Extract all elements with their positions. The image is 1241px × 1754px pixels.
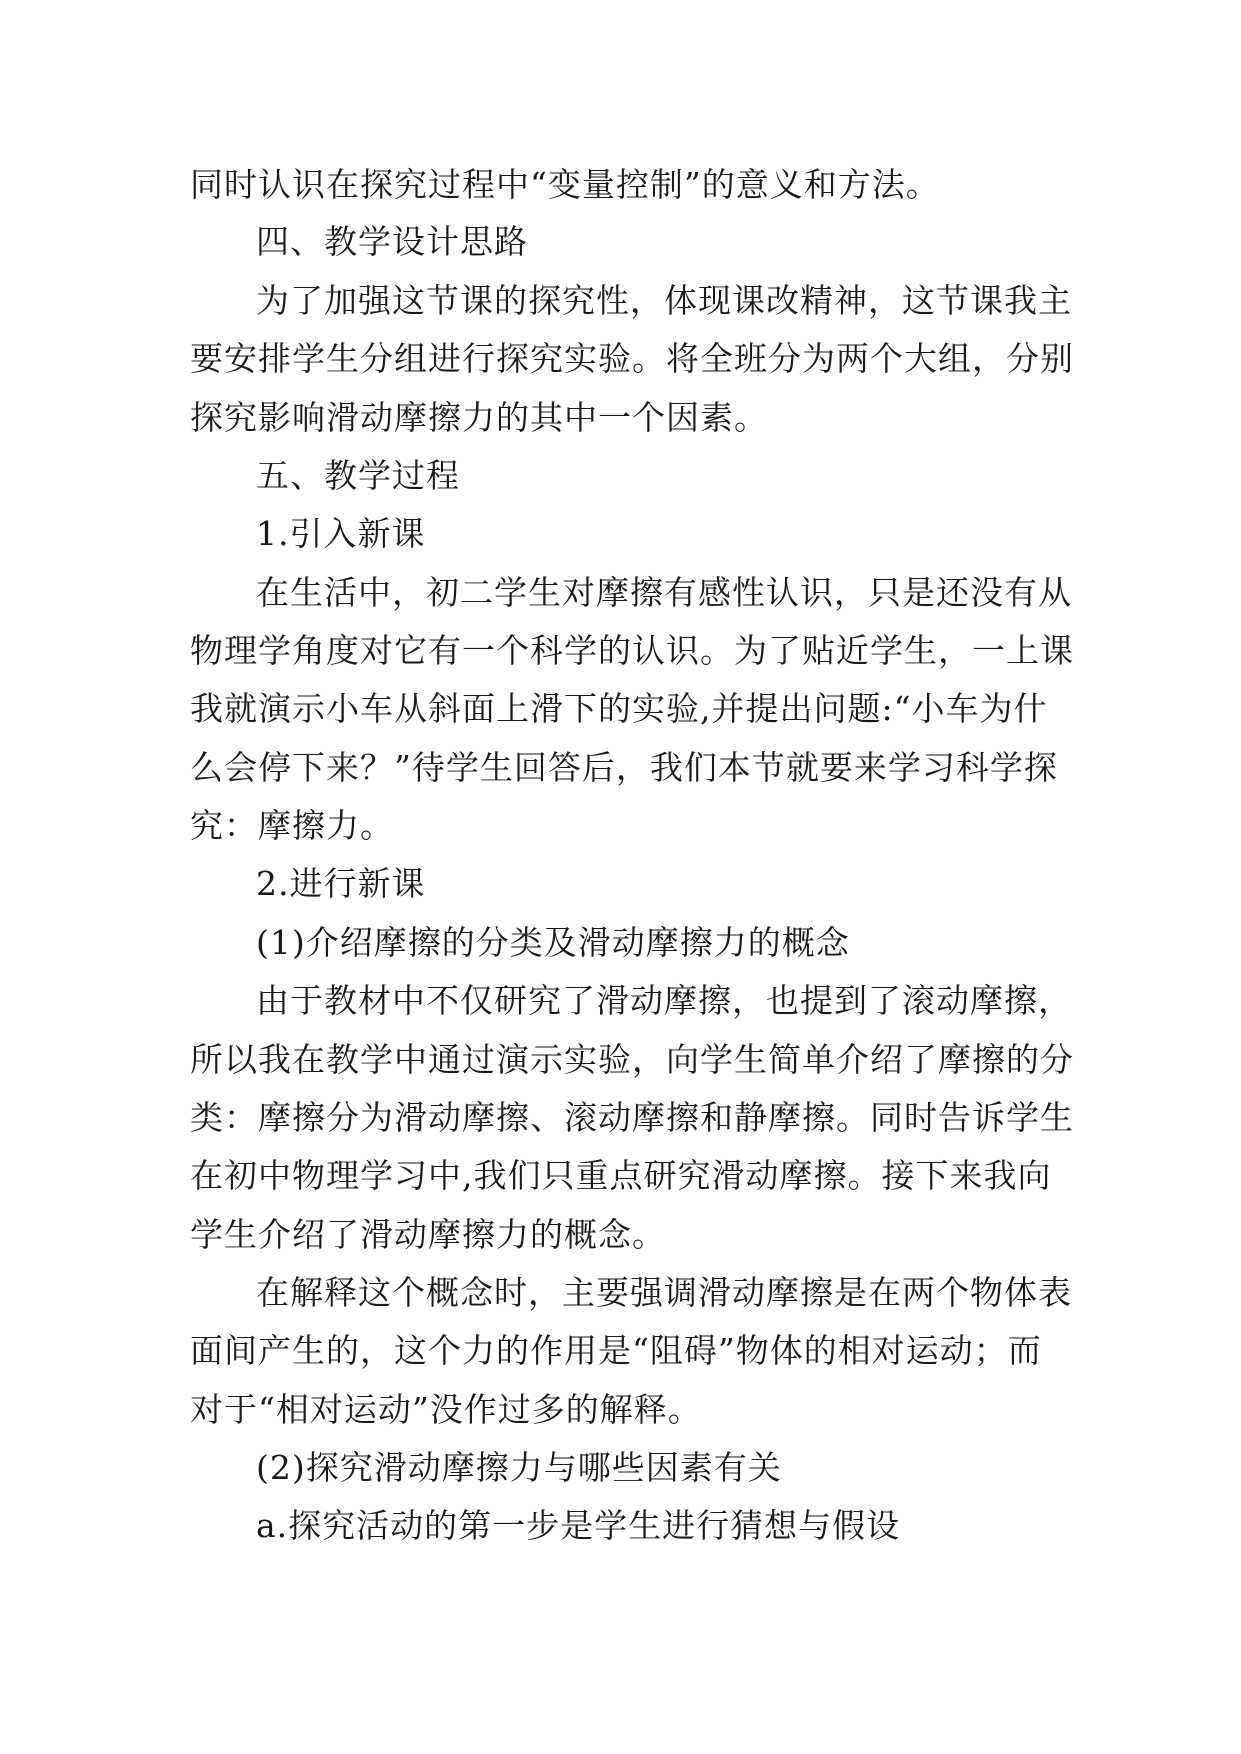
paragraph-line: 由于教材中不仅研究了滑动摩擦，也提到了滚动摩擦， bbox=[256, 981, 1072, 1020]
paragraph-line: 要安排学生分组进行探究实验。将全班分为两个大组，分别 bbox=[190, 339, 1074, 378]
paragraph-line: 物理学角度对它有一个科学的认识。为了贴近学生，一上课 bbox=[190, 631, 1074, 670]
paragraph-line: 所以我在教学中通过演示实验，向学生简单介绍了摩擦的分 bbox=[190, 1040, 1074, 1079]
paragraph-line: 探究影响滑动摩擦力的其中一个因素。 bbox=[190, 398, 768, 437]
paragraph-line: 在生活中，初二学生对摩擦有感性认识，只是还没有从 bbox=[256, 573, 1072, 612]
section-heading: 四、教学设计思路 bbox=[256, 222, 528, 261]
paragraph-line: 类：摩擦分为滑动摩擦、滚动摩擦和静摩擦。同时告诉学生 bbox=[190, 1098, 1074, 1137]
paragraph-line: 同时认识在探究过程中“变量控制”的意义和方法。 bbox=[190, 165, 940, 204]
paragraph-line: 么会停下来？”待学生回答后，我们本节就要来学习科学探 bbox=[190, 748, 1058, 787]
paragraph-line: 面间产生的，这个力的作用是“阻碍”物体的相对运动；而 bbox=[190, 1331, 1042, 1370]
paragraph-line: 学生介绍了滑动摩擦力的概念。 bbox=[190, 1215, 666, 1254]
paragraph-line: 我就演示小车从斜面上滑下的实验,并提出问题:“小车为什 bbox=[190, 689, 1048, 728]
item-heading: (1)介绍摩擦的分类及滑动摩擦力的概念 bbox=[256, 923, 850, 962]
subsection-heading: 1.引入新课 bbox=[256, 514, 426, 553]
subsection-heading: 2.进行新课 bbox=[256, 864, 426, 903]
section-heading: 五、教学过程 bbox=[256, 456, 460, 495]
item-heading: a.探究活动的第一步是学生进行猜想与假设 bbox=[256, 1506, 901, 1545]
item-heading: (2)探究滑动摩擦力与哪些因素有关 bbox=[256, 1448, 782, 1487]
paragraph-line: 究：摩擦力。 bbox=[190, 806, 394, 845]
paragraph-line: 在初中物理学习中,我们只重点研究滑动摩擦。接下来我向 bbox=[190, 1156, 1052, 1195]
paragraph-line: 在解释这个概念时，主要强调滑动摩擦是在两个物体表 bbox=[256, 1273, 1072, 1312]
paragraph-line: 为了加强这节课的探究性，体现课改精神，这节课我主 bbox=[256, 281, 1072, 320]
paragraph-line: 对于“相对运动”没作过多的解释。 bbox=[190, 1390, 702, 1429]
